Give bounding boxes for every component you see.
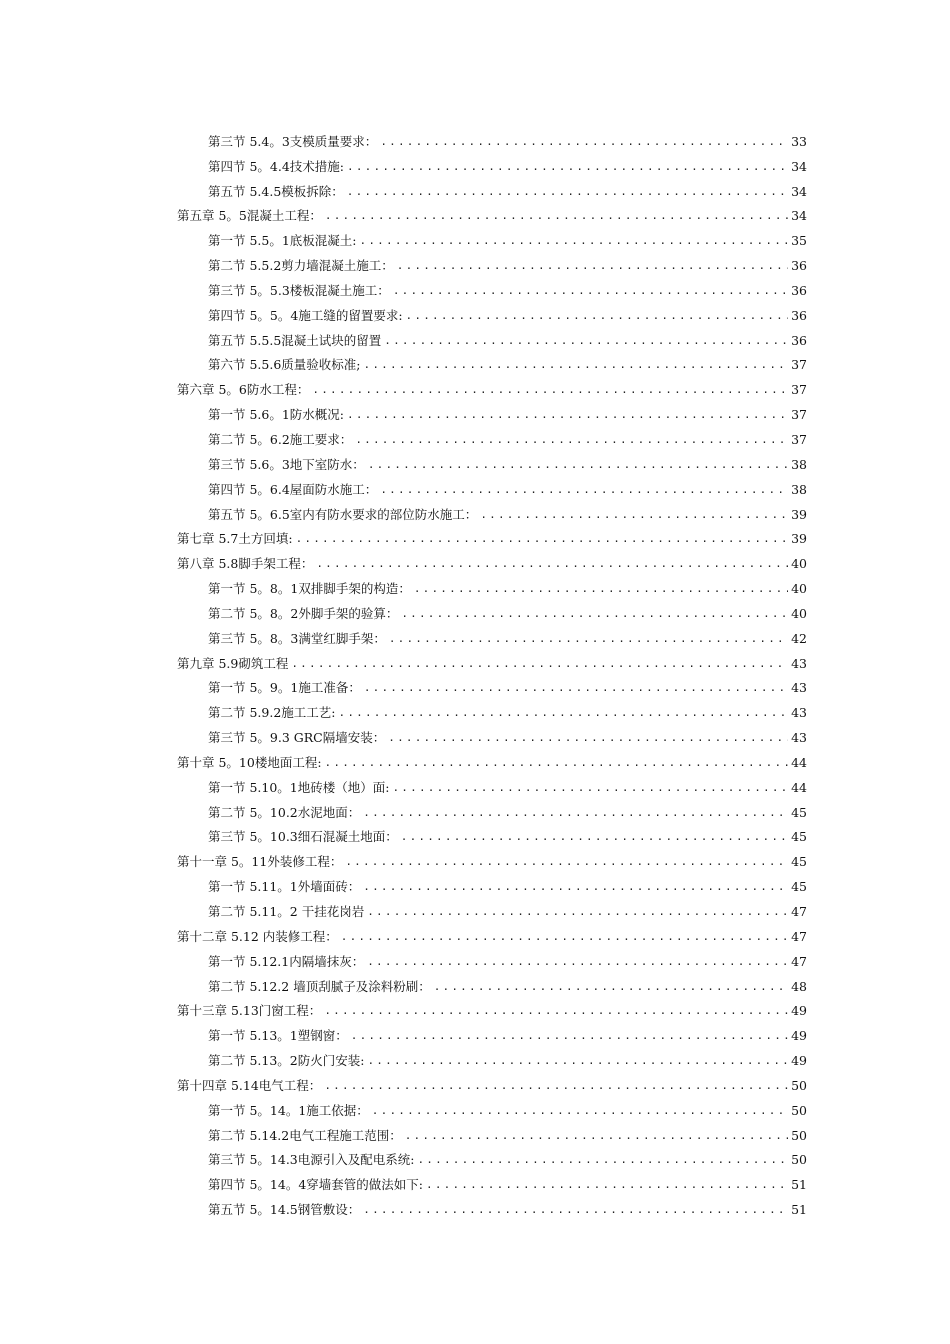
toc-entry-label: 第二节 5.13。2防火门安装: (208, 1053, 365, 1069)
toc-page-number: 44 (791, 779, 807, 795)
toc-entry-label: 第四节 5。5。4施工缝的留置要求: (208, 307, 403, 323)
toc-page-number: 34 (791, 208, 807, 224)
toc-entry-label: 第十四章 5.14电气工程： (177, 1077, 322, 1093)
toc-entry-label: 第三节 5.4。3支模质量要求： (208, 133, 378, 149)
toc-section-entry[interactable] (177, 598, 807, 623)
toc-entry-label: 第五节 5。14.5钢管敷设： (208, 1202, 361, 1218)
toc-page-number: 42 (791, 630, 807, 646)
toc-section-entry[interactable] (177, 722, 807, 747)
toc-section-entry[interactable] (177, 275, 807, 300)
toc-dot-leader (296, 530, 788, 548)
toc-entry-label: 第五章 5。5混凝土工程： (177, 208, 322, 224)
toc-entry-label: 第十二章 5.12 内装修工程： (177, 928, 338, 944)
toc-section-entry[interactable] (177, 1169, 807, 1194)
toc-entry-label: 第十三章 5.13门窗工程： (177, 1003, 322, 1019)
toc-entry-label: 第五节 5.4.5模板拆除： (208, 183, 344, 199)
toc-section-entry[interactable] (177, 573, 807, 598)
toc-entry-label: 第四节 5。14。4穿墙套管的做法如下: (208, 1177, 423, 1193)
toc-entry-label: 第一节 5.6。1防水概况: (208, 407, 345, 423)
toc-section-entry[interactable] (177, 772, 807, 797)
toc-page-number: 40 (791, 605, 807, 621)
toc-section-entry[interactable] (177, 946, 807, 971)
toc-chapter-entry[interactable] (177, 648, 807, 673)
toc-entry-label: 第十章 5。10楼地面工程: (177, 754, 322, 770)
toc-entry-label: 第四节 5。4.4技术措施: (208, 158, 345, 174)
toc-section-entry[interactable] (177, 474, 807, 499)
toc-dot-leader (367, 1052, 788, 1070)
toc-entry-label: 第一节 5。14。1施工依据： (208, 1102, 369, 1118)
toc-section-entry[interactable] (177, 1020, 807, 1045)
toc-dot-leader (360, 232, 788, 250)
toc-page-number: 39 (791, 531, 807, 547)
toc-page-number: 47 (791, 953, 807, 969)
toc-dot-leader (341, 928, 788, 946)
toc-dot-leader (392, 779, 788, 797)
toc-entry-label: 第三节 5。14.3电源引入及配电系统: (208, 1152, 415, 1168)
toc-page-number: 50 (791, 1127, 807, 1143)
toc-dot-leader (434, 978, 788, 996)
toc-dot-leader (417, 1151, 788, 1169)
toc-entry-label: 第四节 5。6.4屋面防水施工： (208, 481, 378, 497)
toc-chapter-entry[interactable] (177, 374, 807, 399)
toc-section-entry[interactable] (177, 325, 807, 350)
toc-page-number: 34 (791, 183, 807, 199)
toc-entry-label: 第三节 5.6。3地下室防水： (208, 456, 365, 472)
toc-page-number: 40 (791, 581, 807, 597)
toc-entry-label: 第一节 5.12.1内隔墙抹灰： (208, 953, 365, 969)
toc-dot-leader (324, 1077, 788, 1095)
toc-chapter-entry[interactable] (177, 1070, 807, 1095)
toc-page-number: 33 (791, 133, 807, 149)
toc-entry-label: 第二节 5.11。2 干挂花岗岩 (208, 904, 365, 919)
toc-page-number: 47 (791, 904, 807, 919)
toc-page-number: 38 (791, 481, 807, 497)
toc-page-number: 37 (791, 431, 807, 447)
toc-page-number: 36 (791, 258, 807, 274)
toc-section-entry[interactable] (177, 1194, 807, 1219)
toc-page-number: 39 (791, 506, 807, 522)
toc-page-number: 45 (791, 879, 807, 895)
toc-dot-leader (347, 183, 788, 201)
toc-chapter-entry[interactable] (177, 846, 807, 871)
toc-page-number: 43 (791, 680, 807, 696)
toc-page-number: 51 (791, 1202, 807, 1218)
table-of-contents (177, 126, 807, 1219)
toc-entry-label: 第一节 5.5。1底板混凝土: (208, 233, 357, 249)
toc-dot-leader (384, 332, 788, 350)
toc-page-number: 38 (791, 456, 807, 472)
toc-section-entry[interactable] (177, 399, 807, 424)
toc-entry-label: 第八章 5.8脚手架工程： (177, 556, 314, 572)
toc-section-entry[interactable] (177, 797, 807, 822)
toc-entry-label: 第三节 5。9.3 GRC隔墙安装： (208, 730, 386, 746)
toc-dot-leader (480, 506, 788, 524)
toc-entry-label: 第九章 5.9砌筑工程 (177, 655, 289, 671)
toc-page-number: 48 (791, 978, 807, 994)
toc-section-entry[interactable] (177, 971, 807, 996)
toc-page-number: 43 (791, 705, 807, 721)
toc-dot-leader (324, 1002, 788, 1020)
toc-dot-leader (401, 828, 788, 846)
toc-page-number: 37 (791, 382, 807, 398)
toc-page-number: 47 (791, 928, 807, 944)
toc-page-number: 43 (791, 730, 807, 746)
toc-entry-label: 第三节 5。5.3楼板混凝土施工： (208, 282, 390, 298)
toc-dot-leader (364, 356, 789, 374)
toc-entry-label: 第二节 5.9.2施工工艺: (208, 705, 336, 721)
toc-dot-leader (397, 257, 788, 275)
toc-dot-leader (405, 1127, 788, 1145)
toc-page-number: 45 (791, 854, 807, 870)
toc-dot-leader (325, 207, 788, 225)
toc-entry-label: 第六节 5.5.6质量验收标准; (208, 357, 361, 373)
toc-page-number: 49 (791, 1053, 807, 1069)
toc-section-entry[interactable] (177, 250, 807, 275)
toc-section-entry[interactable] (177, 1145, 807, 1170)
toc-page-number: 36 (791, 332, 807, 348)
toc-dot-leader (393, 282, 788, 300)
toc-page-number: 50 (791, 1152, 807, 1168)
toc-entry-label: 第三节 5。8。3满堂红脚手架： (208, 630, 386, 646)
toc-section-entry[interactable] (177, 126, 807, 151)
toc-section-entry[interactable] (177, 896, 807, 921)
toc-page-number: 44 (791, 754, 807, 770)
toc-section-entry[interactable] (177, 1120, 807, 1145)
toc-section-entry[interactable] (177, 300, 807, 325)
toc-dot-leader (316, 555, 788, 573)
toc-section-entry[interactable] (177, 424, 807, 449)
toc-entry-label: 第三节 5。10.3细石混凝土地面： (208, 829, 398, 845)
toc-page-number: 36 (791, 282, 807, 298)
toc-page-number: 36 (791, 307, 807, 323)
toc-dot-leader (388, 729, 788, 747)
toc-entry-label: 第二节 5.5.2剪力墙混凝土施工： (208, 258, 394, 274)
toc-dot-leader (367, 953, 788, 971)
toc-entry-label: 第二节 5.14.2电气工程施工范围： (208, 1127, 402, 1143)
toc-page-number: 34 (791, 158, 807, 174)
toc-dot-leader (380, 133, 788, 151)
toc-dot-leader (351, 1027, 788, 1045)
toc-dot-leader (363, 804, 788, 822)
toc-section-entry[interactable] (177, 697, 807, 722)
toc-entry-label: 第一节 5.11。1外墙面砖： (208, 879, 361, 895)
toc-dot-leader (380, 481, 788, 499)
toc-entry-label: 第十一章 5。11外装修工程： (177, 854, 343, 870)
toc-chapter-entry[interactable] (177, 201, 807, 226)
toc-section-entry[interactable] (177, 1095, 807, 1120)
toc-dot-leader (345, 853, 788, 871)
toc-dot-leader (367, 903, 788, 921)
toc-section-entry[interactable] (177, 449, 807, 474)
toc-dot-leader (339, 704, 789, 722)
toc-section-entry[interactable] (177, 225, 807, 250)
toc-page-number: 37 (791, 357, 807, 373)
toc-page-number: 45 (791, 804, 807, 820)
toc-entry-label: 第五节 5。6.5室内有防水要求的部位防水施工： (208, 506, 478, 522)
toc-chapter-entry[interactable] (177, 548, 807, 573)
toc-dot-leader (291, 655, 788, 673)
toc-entry-label: 第六章 5。6防水工程： (177, 382, 310, 398)
toc-dot-leader (372, 1102, 788, 1120)
toc-section-entry[interactable] (177, 673, 807, 698)
toc-dot-leader (363, 1201, 788, 1219)
toc-chapter-entry[interactable] (177, 921, 807, 946)
toc-dot-leader (325, 754, 788, 772)
toc-section-entry[interactable] (177, 623, 807, 648)
toc-section-entry[interactable] (177, 499, 807, 524)
toc-page-number: 50 (791, 1077, 807, 1093)
toc-dot-leader (312, 381, 788, 399)
toc-dot-leader (401, 605, 788, 623)
toc-dot-leader (414, 580, 788, 598)
toc-page-number: 49 (791, 1028, 807, 1044)
toc-section-entry[interactable] (177, 822, 807, 847)
toc-page-number: 43 (791, 655, 807, 671)
toc-page-number: 51 (791, 1177, 807, 1193)
toc-entry-label: 第一节 5.10。1地砖楼（地）面: (208, 779, 390, 795)
toc-entry-label: 第二节 5。6.2施工要求： (208, 431, 353, 447)
toc-entry-label: 第二节 5。8。2外脚手架的验算： (208, 605, 399, 621)
toc-dot-leader (355, 431, 788, 449)
toc-page-number: 37 (791, 407, 807, 423)
toc-entry-label: 第七章 5.7土方回填: (177, 531, 293, 547)
toc-page-number: 40 (791, 556, 807, 572)
toc-dot-leader (347, 406, 788, 424)
toc-page-number: 45 (791, 829, 807, 845)
toc-dot-leader (389, 630, 788, 648)
toc-entry-label: 第一节 5。9。1施工准备： (208, 680, 361, 696)
toc-page-number: 35 (791, 233, 807, 249)
toc-entry-label: 第二节 5。10.2水泥地面： (208, 804, 361, 820)
toc-entry-label: 第一节 5。8。1双排脚手架的构造： (208, 581, 411, 597)
toc-chapter-entry[interactable] (177, 747, 807, 772)
toc-dot-leader (368, 456, 788, 474)
toc-entry-label: 第二节 5.12.2 墙顶刮腻子及涂料粉刷： (208, 978, 431, 994)
toc-section-entry[interactable] (177, 151, 807, 176)
toc-section-entry[interactable] (177, 176, 807, 201)
toc-dot-leader (364, 679, 788, 697)
toc-dot-leader (426, 1176, 788, 1194)
toc-page-number: 50 (791, 1102, 807, 1118)
toc-section-entry[interactable] (177, 871, 807, 896)
toc-dot-leader (363, 878, 788, 896)
toc-page-number: 49 (791, 1003, 807, 1019)
toc-entry-label: 第五节 5.5.5混凝土试块的留置 (208, 332, 382, 348)
toc-chapter-entry[interactable] (177, 524, 807, 549)
toc-chapter-entry[interactable] (177, 996, 807, 1021)
toc-section-entry[interactable] (177, 350, 807, 375)
toc-section-entry[interactable] (177, 1045, 807, 1070)
toc-dot-leader (347, 158, 788, 176)
toc-dot-leader (406, 307, 788, 325)
toc-entry-label: 第一节 5.13。1塑钢窗： (208, 1028, 348, 1044)
